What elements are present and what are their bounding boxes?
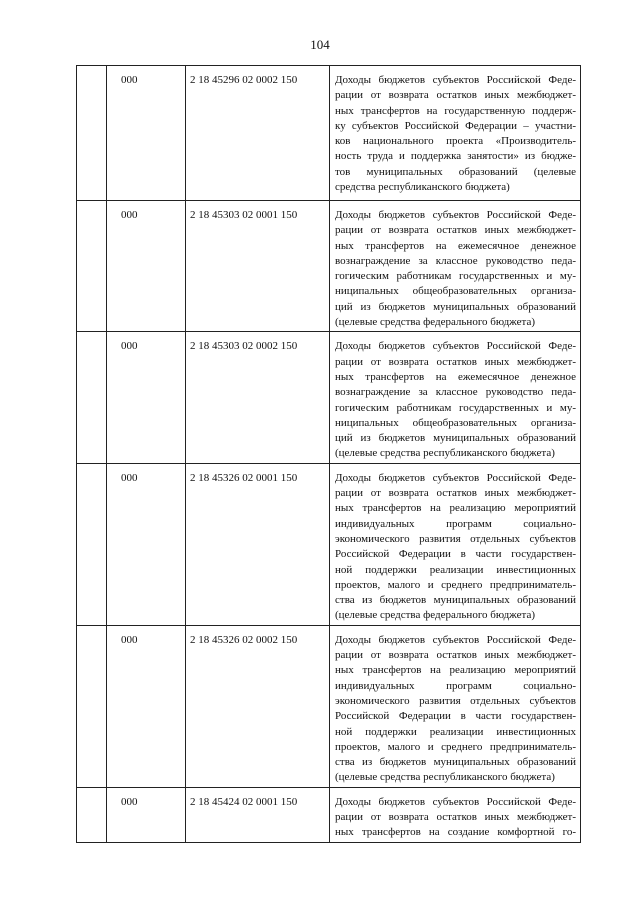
description-cell — [330, 66, 581, 201]
admin-code-cell: 000 — [107, 625, 186, 787]
description-line: (целевые средства республиканского бюджета) — [335, 771, 555, 784]
table-body — [77, 66, 581, 843]
budget-code-cell: 2 18 45424 02 0001 150 — [186, 787, 330, 842]
description-line: Доходы бюджетов субъектов Российской Феде- — [335, 795, 576, 808]
description-line: тов муниципальных образований (целевые — [335, 165, 576, 178]
blank-cell — [77, 332, 107, 463]
description-line: ций из бюджетов муниципальных образований — [335, 300, 576, 313]
description-line: индивидуальных программ социально- — [335, 679, 576, 692]
description-line: индивидуальных программ социально- — [335, 517, 576, 530]
table-row — [77, 463, 581, 625]
description-line: рации от возврата остатков иных межбюджет- — [335, 89, 576, 102]
description-cell — [330, 625, 581, 787]
description-line: ниципальных общеобразовательных организа- — [335, 285, 576, 298]
description-cell — [330, 787, 581, 842]
blank-cell — [77, 201, 107, 332]
description-line: рации от возврата остатков иных межбюджет- — [335, 224, 576, 237]
description-line: ных трансфертов на создание комфортной го- — [335, 826, 576, 839]
description-line: ций из бюджетов муниципальных образований — [335, 432, 576, 445]
page-number: 104 — [310, 37, 330, 52]
description-line: ной поддержки реализации инвестиционных — [335, 563, 576, 576]
description-line: гогическим работникам государственных и му- — [335, 401, 576, 414]
table-row — [77, 787, 581, 842]
description-cell — [330, 332, 581, 463]
blank-cell — [77, 463, 107, 625]
description-line: (целевые средства федерального бюджета) — [335, 316, 535, 329]
description-line: ной поддержки реализации инвестиционных — [335, 725, 576, 738]
budget-code-cell: 2 18 45303 02 0001 150 — [186, 201, 330, 332]
description-line: (целевые средства республиканского бюджета) — [335, 447, 555, 460]
description-line: рации от возврата остатков иных межбюджет- — [335, 487, 576, 500]
blank-cell — [77, 787, 107, 842]
description-line: вознаграждение за классное руководство педа- — [335, 386, 576, 399]
description-line: экономического развития отдельных субъектов — [335, 532, 576, 545]
description-line: Доходы бюджетов субъектов Российской Феде- — [335, 471, 576, 484]
table-row — [77, 625, 581, 787]
description-line: ность труда и поддержка занятости» из бюдже- — [335, 150, 576, 163]
description-line: рации от возврата остатков иных межбюджет- — [335, 649, 576, 662]
blank-cell — [77, 66, 107, 201]
admin-code-cell: 000 — [107, 332, 186, 463]
description-line: ных трансфертов на ежемесячное денежное — [335, 239, 576, 252]
description-line: проектов, малого и среднего предприниматель- — [335, 578, 576, 591]
description-line: Доходы бюджетов субъектов Российской Феде- — [335, 340, 576, 353]
description-line: вознаграждение за классное руководство педа- — [335, 254, 576, 267]
admin-code-cell: 000 — [107, 66, 186, 201]
description-line: проектов, малого и среднего предприниматель- — [335, 740, 576, 753]
description-line: рации от возврата остатков иных межбюджет- — [335, 355, 576, 368]
description-line: ку субъектов Российской Федерации – участни- — [335, 119, 576, 132]
description-line: Доходы бюджетов субъектов Российской Феде- — [335, 633, 576, 646]
description-line: гогическим работникам государственных и му- — [335, 270, 576, 283]
admin-code-cell: 000 — [107, 787, 186, 842]
description-line: Российской Федерации в части государствен- — [335, 548, 576, 561]
blank-cell — [77, 625, 107, 787]
description-line: ства из бюджетов муниципальных образований — [335, 756, 576, 769]
description-cell — [330, 463, 581, 625]
budget-code-cell: 2 18 45303 02 0002 150 — [186, 332, 330, 463]
admin-code-cell: 000 — [107, 201, 186, 332]
description-line: ных трансфертов на государственную поддерж- — [335, 104, 576, 117]
description-line: ков национального проекта «Производитель- — [335, 135, 576, 148]
description-line: экономического развития отдельных субъектов — [335, 694, 576, 707]
description-line: Российской Федерации в части государствен- — [335, 710, 576, 723]
description-line: ниципальных общеобразовательных организа- — [335, 416, 576, 429]
description-line: рации от возврата остатков иных межбюджет- — [335, 810, 576, 823]
description-line: ства из бюджетов муниципальных образований — [335, 594, 576, 607]
budget-code-cell: 2 18 45326 02 0001 150 — [186, 463, 330, 625]
table-row — [77, 332, 581, 463]
description-cell — [330, 201, 581, 332]
budget-revenue-table — [76, 65, 581, 843]
budget-code-cell: 2 18 45326 02 0002 150 — [186, 625, 330, 787]
description-line: ных трансфертов на реализацию мероприятий — [335, 664, 576, 677]
budget-code-cell: 2 18 45296 02 0002 150 — [186, 66, 330, 201]
admin-code-cell: 000 — [107, 463, 186, 625]
description-line: Доходы бюджетов субъектов Российской Феде- — [335, 209, 576, 221]
description-line: (целевые средства федерального бюджета) — [335, 609, 535, 622]
description-line: ных трансфертов на ежемесячное денежное — [335, 370, 576, 383]
description-line: средства республиканского бюджета) — [335, 181, 510, 194]
description-line: ных трансфертов на реализацию мероприятий — [335, 502, 576, 515]
table-row — [77, 66, 581, 201]
description-line: Доходы бюджетов субъектов Российской Феде- — [335, 74, 576, 86]
table-row — [77, 201, 581, 332]
